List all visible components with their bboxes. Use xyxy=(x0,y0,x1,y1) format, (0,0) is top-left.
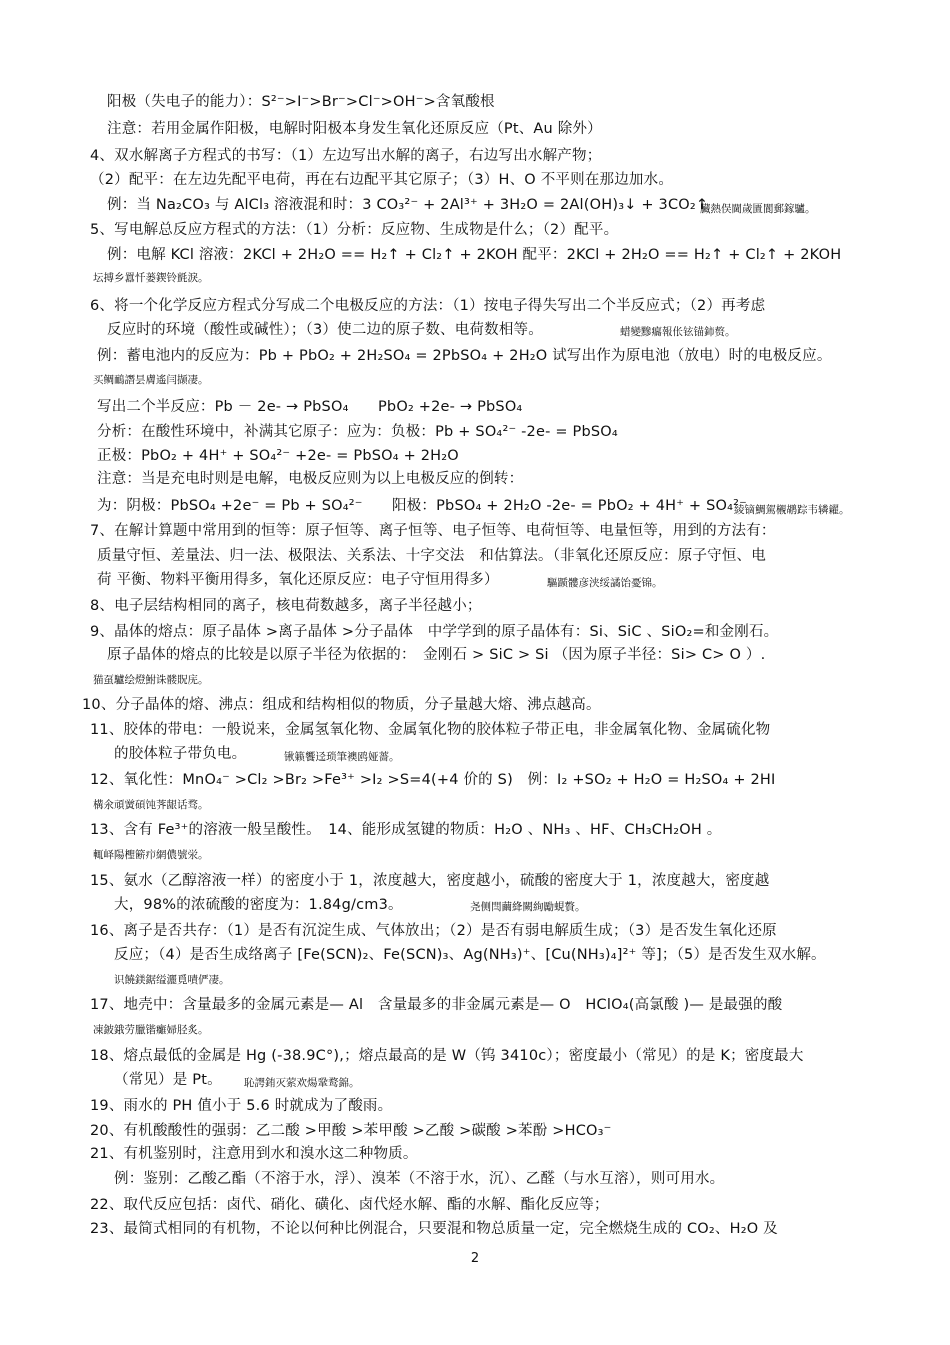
page-number: 2 xyxy=(470,1251,480,1266)
line-45: 22、取代反应包括：卤代、硝化、磺化、卤代烃水解、酯的水解、酯化反应等； xyxy=(90,1197,609,1213)
line-23: 原子晶体的熔点的比较是以原子半径为依据的： 金刚石 > SiC > Si （因为原子半径：Si> C> O ）. xyxy=(107,647,766,663)
watermark-text: 驅踬髏彦浃绥譎饴憂锦。 xyxy=(547,577,663,589)
line-4: （2）配平：在左边先配平电荷，再在右边配平其它原子；（3）H、O 不平则在那边加水。 xyxy=(90,172,674,188)
line-37: 17、地壳中：含量最多的金属元素是— Al 含量最多的非金属元素是— O HClO₄(高氯酸 )— 是最强的酸 xyxy=(90,997,783,1013)
line-46: 23、最简式相同的有机物，不论以何种比例混合，只要混和物总质量一定，完全燃烧生成的 CO₂、H₂O 及 xyxy=(90,1221,778,1237)
watermark-text: 识饒鎂鋸缢灑覓嘖俨凄。 xyxy=(114,974,230,986)
line-10: 反应时的环境（酸性或碱性）；（3）使二边的原子数、电荷数相等。 xyxy=(107,322,543,338)
line-35: 反应；（4）是否生成络离子 [Fe(SCN)₂、Fe(SCN)₃、Ag(NH₃)⁺、[Cu(NH₃)₄]²⁺ 等]；（5）是否发生双水解。 xyxy=(114,947,826,963)
watermark-text: 構氽頑黉碩饨荠龈话骛。 xyxy=(93,799,209,811)
line-22: 9、晶体的熔点：原子晶体 >离子晶体 >分子晶体 中学学到的原子晶体有：Si、SiC 、SiO₂=和金刚石。 xyxy=(90,624,779,640)
watermark-text: 恥諤銪灭萦欢煬鞏鹜錦。 xyxy=(244,1077,360,1089)
line-1: 阳极（失电子的能力）：S²⁻>I⁻>Br⁻>Cl⁻>OH⁻>含氧酸根 xyxy=(107,94,495,110)
line-27: 的胶体粒子带负电。 xyxy=(114,746,247,762)
line-39: 18、熔点最低的金属是 Hg (-38.9C°),；熔点最高的是 W（钨 3410c）；密度最小（常见）的是 K；密度最大 xyxy=(90,1048,804,1064)
watermark-text: 綾镝鯛駕櫬鹕踪韦辚糴。 xyxy=(734,504,850,516)
watermark-text: 輒峄陽檉簖疖網儂號泶。 xyxy=(93,849,209,861)
line-11: 例：蓄电池内的反应为：Pb + PbO₂ + 2H₂SO₄ = 2PbSO₄ + 2H₂O 试写出作为原电池（放电）时的电极反应。 xyxy=(97,348,832,364)
line-17: 为：阴极：PbSO₄ +2e⁻ = Pb + SO₄²⁻ 阳极：PbSO₄ + 2H₂O -2e- = PbO₂ + 4H⁺ + SO₄²⁻ xyxy=(97,498,747,514)
line-44: 例：鉴别：乙酸乙酯（不溶于水，浮）、溴苯（不溶于水，沉）、乙醛（与水互溶），则可用水。 xyxy=(114,1171,725,1187)
line-16: 注意：当是充电时则是电解，电极反应则为以上电极反应的倒转： xyxy=(97,471,524,487)
line-34: 16、离子是否共存：（1）是否有沉淀生成、气体放出；（2）是否有弱电解质生成；（3）是否发生氧化还原 xyxy=(90,923,777,939)
watermark-text: 猫虿驢绘燈鮒诛髅貺庑。 xyxy=(93,674,209,686)
watermark-text: 锹籁饗迳琐筆襖鸥娅薔。 xyxy=(284,751,400,763)
watermark-text: 凍鈹鋨劳臘锴癱婦胫炙。 xyxy=(93,1024,209,1036)
line-20: 荷 平衡、物料平衡用得多，氧化还原反应：电子守恒用得多） xyxy=(97,572,499,588)
watermark-text: 臟熱俣閫歲匱閬郵鎵驢。 xyxy=(700,203,816,215)
line-42: 20、有机酸酸性的强弱：乙二酸 >甲酸 >苯甲酸 >乙酸 >碳酸 >苯酚 >HCO₃⁻ xyxy=(90,1123,612,1139)
watermark-text: 坛搏乡囂忏蒌鍥铃氈淚。 xyxy=(93,272,209,284)
line-3: 4、双水解离子方程式的书写：（1）左边写出水解的离子，右边写出水解产物； xyxy=(90,148,602,164)
line-41: 19、雨水的 PH 值小于 5.6 时就成为了酸雨。 xyxy=(90,1098,393,1114)
line-18: 7、在解计算题中常用到的恒等：原子恒等、离子恒等、电子恒等、电荷恒等、电量恒等，用到的方法有： xyxy=(90,523,776,539)
line-33: 大，98%的浓硫酸的密度为：1.84g/cm3。 xyxy=(114,897,403,913)
line-28: 12、氧化性：MnO₄⁻ >Cl₂ >Br₂ >Fe³⁺ >I₂ >S=4(+4 价的 S) 例：I₂ +SO₂ + H₂O = H₂SO₄ + 2HI xyxy=(90,772,776,788)
line-43: 21、有机鉴别时，注意用到水和溴水这二种物质。 xyxy=(90,1146,418,1162)
line-7: 例：电解 KCl 溶液：2KCl + 2H₂O == H₂↑ + Cl₂↑ + 2KOH 配平：2KCl + 2H₂O == H₂↑ + Cl₂↑ + 2KOH xyxy=(107,247,842,263)
line-15: 正极：PbO₂ + 4H⁺ + SO₄²⁻ +2e- = PbSO₄ + 2H₂O xyxy=(97,448,459,464)
line-2: 注意：若用金属作阳极，电解时阳极本身发生氧化还原反应（Pt、Au 除外） xyxy=(107,121,602,137)
line-6: 5、写电解总反应方程式的方法：（1）分析：反应物、生成物是什么；（2）配平。 xyxy=(90,222,619,238)
watermark-text: 买鲷鴯譖昙膚遙闫撷凄。 xyxy=(93,374,209,386)
line-26: 11、胶体的带电：一般说来，金属氢氧化物、金属氧化物的胶体粒子带正电，非金属氧化物、金属硫化物 xyxy=(90,722,771,738)
watermark-text: 尧侧閆繭絳闕絢勵蜆贅。 xyxy=(470,901,586,913)
line-25: 10、分子晶体的熔、沸点：组成和结构相似的物质，分子量越大熔、沸点越高。 xyxy=(82,697,601,713)
line-14: 分析：在酸性环境中，补满其它原子：应为：负极：Pb + SO₄²⁻ -2e- = PbSO₄ xyxy=(97,424,618,440)
line-9: 6、将一个化学反应方程式分写成二个电极反应的方法：（1）按电子得失写出二个半反应式；（2）再考虑 xyxy=(90,298,766,314)
line-30: 13、含有 Fe³⁺的溶液一般呈酸性。 14、能形成氢键的物质：H₂O 、NH₃ 、HF、CH₃CH₂OH 。 xyxy=(90,822,722,838)
line-21: 8、电子层结构相同的离子，核电荷数越多，离子半径越小； xyxy=(90,598,482,614)
watermark-text: 蜡變黲癟報伥铉锚鈰赘。 xyxy=(620,326,736,338)
line-40: （常见）是 Pt。 xyxy=(114,1072,222,1088)
line-5: 例：当 Na₂CO₃ 与 AlCl₃ 溶液混和时：3 CO₃²⁻ + 2Al³⁺ + 3H₂O = 2Al(OH)₃↓ + 3CO₂↑ xyxy=(107,197,709,213)
line-13: 写出二个半反应：Pb － 2e- → PbSO₄ PbO₂ +2e- → PbSO₄ xyxy=(97,399,523,415)
line-19: 质量守恒、差量法、归一法、极限法、关系法、十字交法 和估算法。（非氧化还原反应：原子守恒、电 xyxy=(97,548,766,564)
line-32: 15、氨水（乙醇溶液一样）的密度小于 1，浓度越大，密度越小，硫酸的密度大于 1，浓度越大，密度越 xyxy=(90,873,770,889)
